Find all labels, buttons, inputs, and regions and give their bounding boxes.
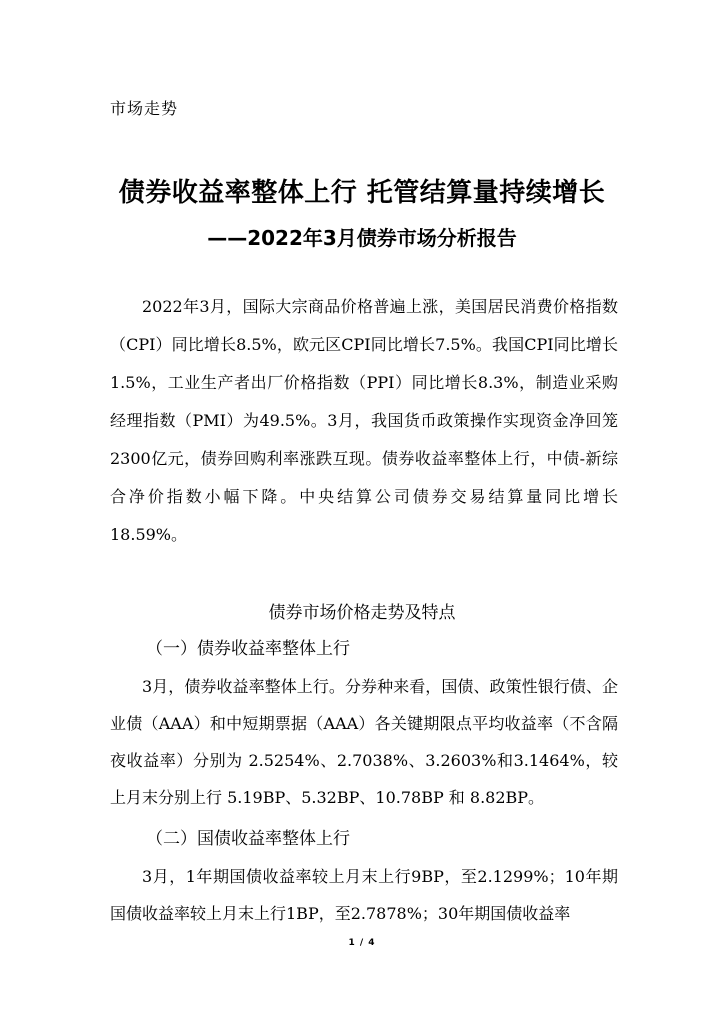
page-number: 1 / 4: [348, 938, 376, 948]
subsection-paragraph-1: 3月，债券收益率整体上行。分券种来看，国债、政策性银行债、企业债（AAA）和中短期票据（AAA）各关键期限点平均收益率（不含隔夜收益率）分别为 2.5254%、2.7038%、3.2603%和3.1464%，较上月末分别上行 5.19BP、5.32BP、10.78BP 和 8.82BP。: [110, 677, 618, 807]
report-subtitle: ——2022年3月债券市场分析报告: [207, 226, 517, 250]
subsection-paragraph-2: 3月，1年期国债收益率较上月末上行9BP，至2.1299%；10年期国债收益率较上月末上行1BP，至2.7878%；30年期国债收益率: [110, 867, 618, 923]
subsection-heading-2: （二）国债收益率整体上行: [146, 829, 350, 849]
intro-paragraph: 2022年3月，国际大宗商品价格普遍上涨，美国居民消费价格指数（CPI）同比增长8.5%，欧元区CPI同比增长7.5%。我国CPI同比增长1.5%，工业生产者出厂价格指数（PPI）同比增长8.3%，制造业采购经理指数（PMI）为49.5%。3月，我国货币政策操作实现资金净回笼2300亿元，债券回购利率涨跌互现。债券收益率整体上行，中债-新综合净价指数小幅下降。中央结算公司债券交易结算量同比增长18.59%。: [110, 297, 618, 544]
subsection-heading-1: （一）债券收益率整体上行: [146, 639, 350, 659]
section-label: 市场走势: [110, 99, 179, 118]
report-title: 债券收益率整体上行 托管结算量持续增长: [118, 178, 606, 208]
section-heading: 债券市场价格走势及特点: [268, 603, 456, 623]
